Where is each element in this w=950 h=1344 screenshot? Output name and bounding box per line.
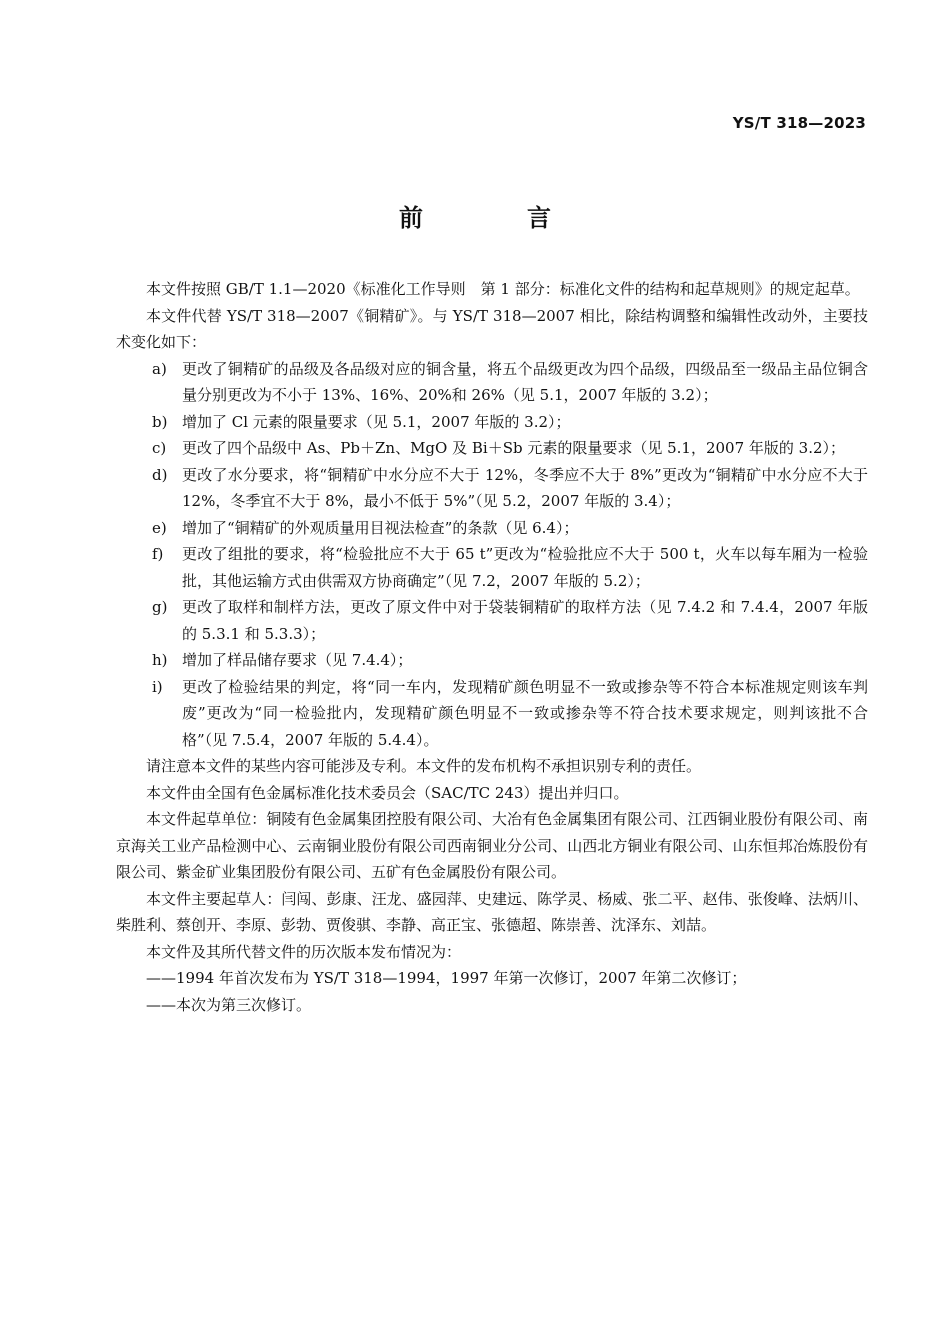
list-item (116, 541, 868, 594)
patent-notice-paragraph: 请注意本文件的某些内容可能涉及专利。本文件的发布机构不承担识别专利的责任。 (146, 757, 702, 775)
list-item (116, 515, 868, 542)
version-history-item: ——1994 年首次发布为 YS/T 318—1994，1997 年第一次修订，2007 年第二次修订； (146, 969, 747, 987)
document-code: YS/T 318—2023 (732, 114, 866, 132)
list-item (116, 674, 868, 754)
list-item (116, 462, 868, 515)
intro-paragraph-replacement: 本文件代替 YS/T 318—2007《铜精矿》。与 YS/T 318—2007 相比，除结构调整和编辑性改动外，主要技术变化如下： (116, 306, 868, 351)
committee-paragraph: 本文件由全国有色金属标准化技术委员会（SAC/TC 243）提出并归口。 (146, 783, 629, 802)
version-history-item: ——本次为第三次修订。 (146, 995, 312, 1014)
list-marker: f) (152, 545, 164, 563)
list-item (116, 594, 868, 647)
list-item-text: 增加了样品储存要求（见 7.4.4）； (182, 651, 413, 669)
version-history-intro: 本文件及其所代替文件的历次版本发布情况为： (146, 942, 462, 961)
page-title: 前 言 (399, 204, 591, 232)
document-body (116, 276, 868, 1018)
list-item-text: 增加了“铜精矿的外观质量用目视法检查”的条款（见 6.4）； (182, 518, 579, 537)
list-item (116, 647, 868, 674)
list-item-text: 更改了铜精矿的品级及各品级对应的铜含量，将五个品级更改为四个品级，四级品至一级品主品位铜含量分别更改为不小于 13%、16%、20%和 26%（见 5.1，2007 年版的 3.2）； (182, 359, 868, 404)
intro-paragraph-drafting-rules: 本文件按照 GB/T 1.1—2020《标准化工作导则 第 1 部分：标准化文件的结构和起草规则》的规定起草。 (146, 280, 860, 298)
list-marker: d) (152, 465, 168, 484)
list-item-text: 更改了组批的要求，将“检验批应不大于 65 t”更改为“检验批应不大于 500 t，火车以每车厢为一检验批，其他运输方式由供需双方协商确定”（见 7.2，2007 年版的 5.2）； (182, 545, 868, 590)
drafters-paragraph: 本文件主要起草人：闫闯、彭康、汪龙、盛园萍、史建远、陈学灵、杨威、张二平、赵伟、张俊峰、法炳川、柴胜利、蔡创开、李原、彭勃、贾俊骐、李静、高正宝、张德超、陈崇善、沈泽东、刘喆。 (116, 889, 868, 934)
list-item (116, 356, 868, 409)
list-item-text: 更改了四个品级中 As、Pb＋Zn、MgO 及 Bi＋Sb 元素的限量要求（见 5.1，2007 年版的 3.2）； (182, 439, 846, 457)
list-marker: h) (152, 651, 168, 669)
list-marker: i) (152, 677, 163, 696)
list-item (116, 409, 868, 436)
drafting-organizations-paragraph: 本文件起草单位：铜陵有色金属集团控股有限公司、大冶有色金属集团有限公司、江西铜业股份有限公司、南京海关工业产品检测中心、云南铜业股份有限公司西南铜业分公司、山西北方铜业有限公司、山东恒邦冶炼股份有限公司、紫金矿业集团股份有限公司、五矿有色金属股份有限公司。 (116, 810, 868, 881)
list-marker: e) (152, 518, 167, 537)
list-item-text: 更改了检验结果的判定，将“同一车内，发现精矿颜色明显不一致或掺杂等不符合本标准规定则该车判废”更改为“同一检验批内，发现精矿颜色明显不一致或掺杂等不符合技术要求规定，则判该批不合格”（见 7.5.4，2007 年版的 5.4.4）。 (182, 677, 868, 749)
list-item-text: 增加了 Cl 元素的限量要求（见 5.1，2007 年版的 3.2）； (182, 412, 571, 431)
list-marker: b) (152, 412, 168, 431)
technical-changes-list (116, 356, 868, 754)
list-item-text: 更改了水分要求，将“铜精矿中水分应不大于 12%，冬季应不大于 8%”更改为“铜精矿中水分应不大于 12%，冬季宜不大于 8%，最小不低于 5%”（见 5.2，2007 年版的 3.4）； (182, 465, 868, 510)
list-item (116, 435, 868, 462)
list-marker: g) (152, 598, 168, 616)
list-item-text: 更改了取样和制样方法，更改了原文件中对于袋装铜精矿的取样方法（见 7.4.2 和 7.4.4，2007 年版的 5.3.1 和 5.3.3）； (182, 598, 868, 643)
list-marker: c) (152, 439, 167, 457)
list-marker: a) (152, 359, 167, 378)
